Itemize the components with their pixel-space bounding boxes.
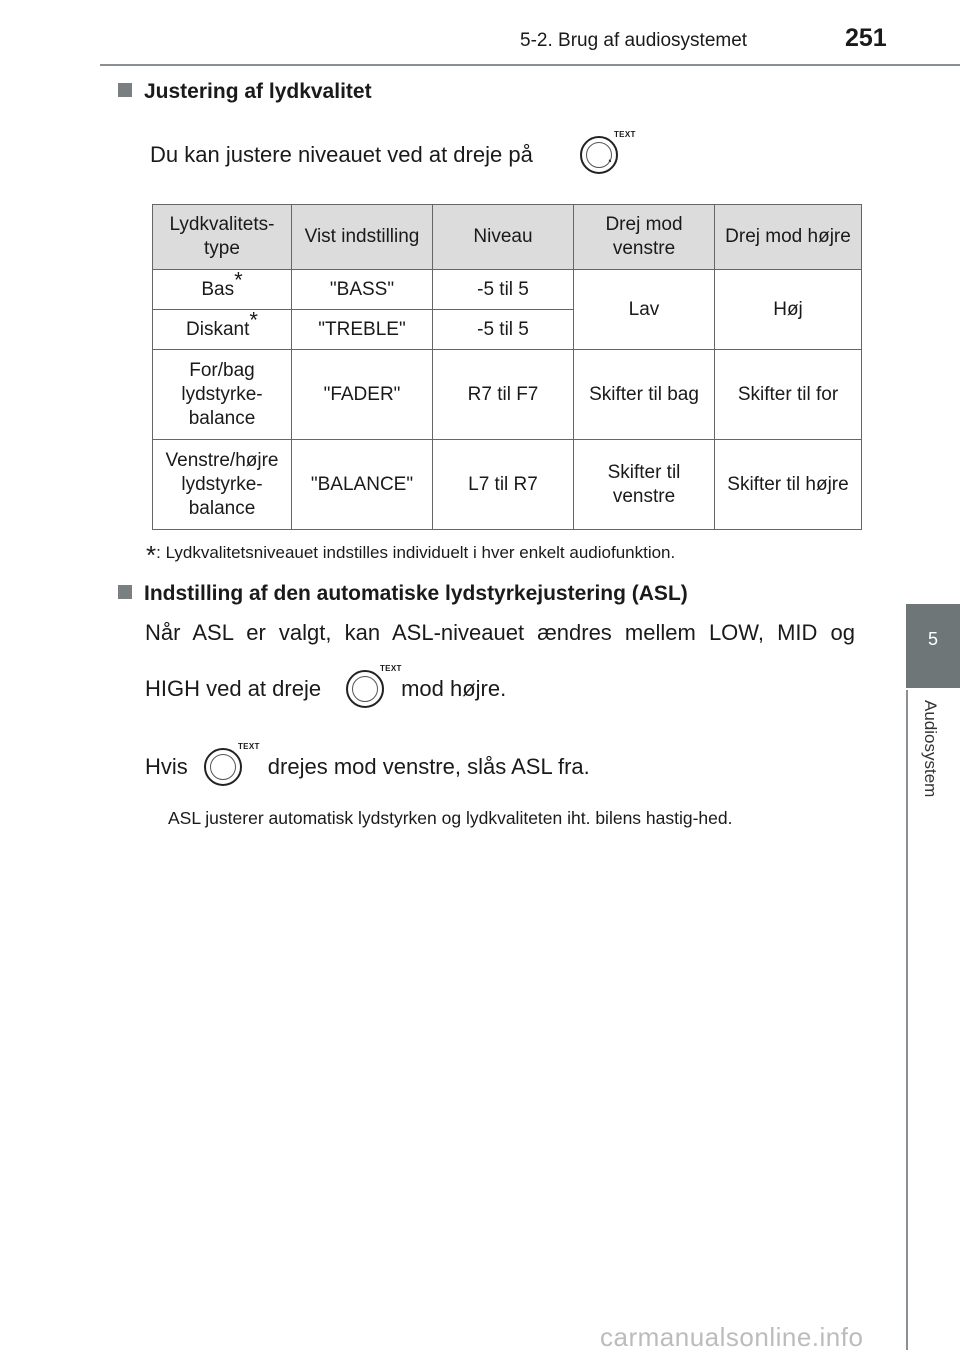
intro-text: Du kan justere niveauet ved at dreje på bbox=[150, 142, 533, 167]
column-header: Drej mod venstre bbox=[574, 205, 715, 270]
table-cell: Bas* bbox=[153, 270, 292, 310]
table-cell: R7 til F7 bbox=[433, 350, 574, 440]
table-cell: For/bag lydstyrke-balance bbox=[153, 350, 292, 440]
table-row bbox=[153, 270, 862, 310]
asl-note: ASL justerer automatisk lydstyrken og lydkvaliteten iht. bilens hastig-hed. bbox=[168, 808, 733, 828]
table-cell: -5 til 5 bbox=[433, 270, 574, 310]
table-cell: "BALANCE" bbox=[292, 440, 433, 530]
header-divider bbox=[100, 64, 960, 66]
intro-line bbox=[150, 142, 613, 168]
intro-period: . bbox=[606, 142, 613, 167]
table-cell: Lav bbox=[574, 270, 715, 350]
section-heading-asl bbox=[118, 582, 688, 606]
section-heading-text: Justering af lydkvalitet bbox=[144, 80, 372, 103]
footnote-asterisk: * bbox=[146, 540, 157, 570]
square-bullet-icon bbox=[118, 83, 132, 97]
asl-line-1: Når ASL er valgt, kan ASL-niveauet ændres mellem LOW, MID og bbox=[145, 620, 855, 645]
column-header: Niveau bbox=[433, 205, 574, 270]
sound-quality-table bbox=[152, 204, 862, 530]
asl-line-3: Hvis drejes mod venstre, slås ASL fra. bbox=[145, 754, 590, 779]
table-cell: Skifter til venstre bbox=[574, 440, 715, 530]
chapter-label bbox=[912, 700, 946, 840]
chapter-tab[interactable] bbox=[906, 604, 960, 688]
column-header: Drej mod højre bbox=[715, 205, 862, 270]
side-divider bbox=[906, 690, 908, 1350]
page-number: 251 bbox=[845, 24, 887, 52]
table-cell: Venstre/højre lydstyrke-balance bbox=[153, 440, 292, 530]
column-header: Lydkvalitets-type bbox=[153, 205, 292, 270]
watermark: carmanualsonline.info bbox=[600, 1322, 864, 1352]
table-cell: "FADER" bbox=[292, 350, 433, 440]
table-row bbox=[153, 440, 862, 530]
table-cell: Skifter til højre bbox=[715, 440, 862, 530]
table-row bbox=[153, 350, 862, 440]
square-bullet-icon bbox=[118, 585, 132, 599]
table-footnote bbox=[146, 540, 675, 571]
table-cell: Diskant* bbox=[153, 310, 292, 350]
table-cell: "BASS" bbox=[292, 270, 433, 310]
section-heading-sound-quality bbox=[118, 80, 372, 104]
chapter-label-text: Audiosystem bbox=[921, 700, 940, 798]
table-cell: "TREBLE" bbox=[292, 310, 433, 350]
table-cell: Høj bbox=[715, 270, 862, 350]
knob-text-label: TEXT bbox=[380, 664, 402, 673]
table-header-row bbox=[153, 205, 862, 270]
knob-text-label: TEXT bbox=[614, 130, 636, 139]
header-section-title: 5-2. Brug af audiosystemet bbox=[520, 30, 748, 51]
table-cell: Skifter til for bbox=[715, 350, 862, 440]
table-cell: -5 til 5 bbox=[433, 310, 574, 350]
footnote-text: : Lydkvalitetsniveauet indstilles individuelt i hver enkelt audiofunktion. bbox=[156, 543, 676, 562]
asl-line-2: HIGH ved at dreje mod højre. bbox=[145, 676, 507, 701]
section-heading-text: Indstilling af den automatiske lydstyrkejustering (ASL) bbox=[144, 582, 688, 605]
chapter-number: 5 bbox=[927, 629, 938, 649]
table-cell: L7 til R7 bbox=[433, 440, 574, 530]
knob-text-label: TEXT bbox=[238, 742, 260, 751]
table-cell: Skifter til bag bbox=[574, 350, 715, 440]
column-header: Vist indstilling bbox=[292, 205, 433, 270]
